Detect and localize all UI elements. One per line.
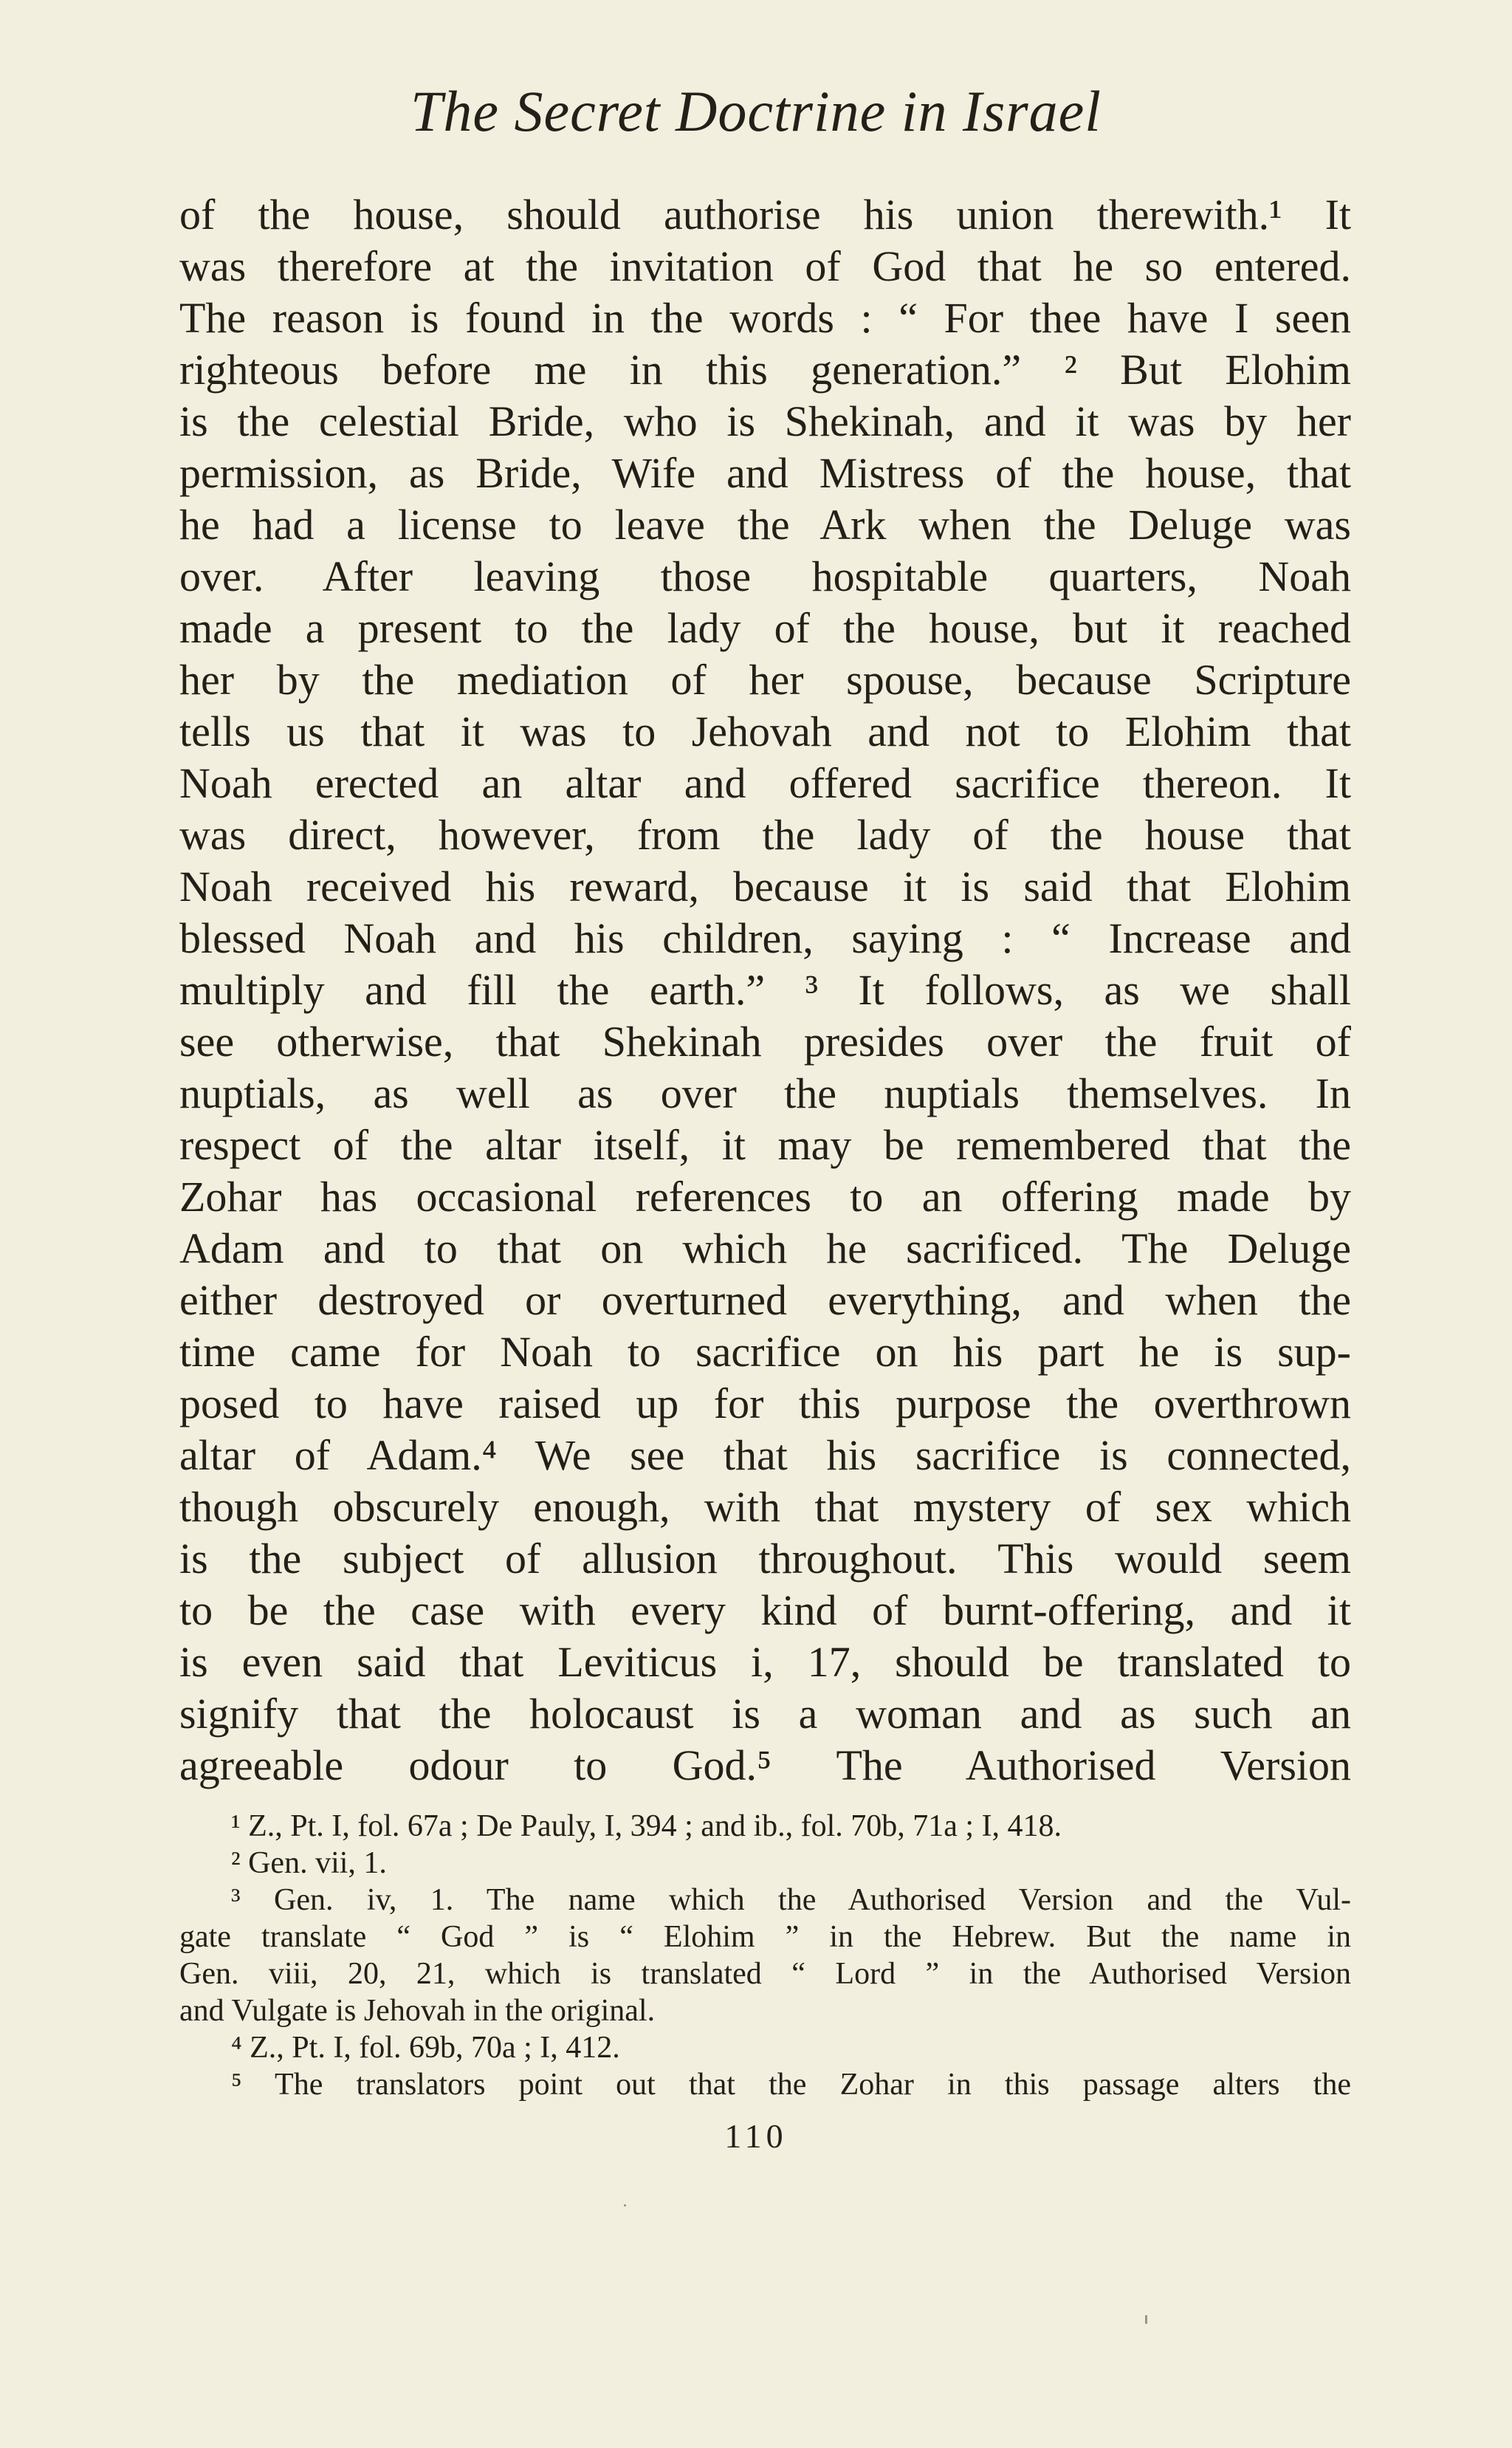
text-line: is the celestial Bride, who is Shekinah, and it was by her (179, 397, 1351, 445)
text-line: though obscurely enough, with that mystery of sex which (179, 1483, 1351, 1531)
text-line: is even said that Leviticus i, 17, should be translated to (179, 1638, 1351, 1686)
text-line: respect of the altar itself, it may be remembered that the (179, 1121, 1351, 1169)
text-line: time came for Noah to sacrifice on his part he is sup- (179, 1328, 1351, 1376)
running-head: The Secret Doctrine in Israel (410, 79, 1102, 143)
body-text (179, 189, 1351, 1792)
text-line: righteous before me in this generation.” ² But Elohim (179, 346, 1351, 394)
footnote-line: ² Gen. vii, 1. (231, 1846, 387, 1880)
text-line: Adam and to that on which he sacrificed. The Deluge (179, 1224, 1351, 1272)
text-line: is the subject of allusion throughout. This would seem (179, 1535, 1351, 1583)
text-line: was direct, however, from the lady of the house that (179, 811, 1351, 859)
text-line: was therefore at the invitation of God that he so entered. (179, 242, 1351, 290)
text-line: made a present to the lady of the house, but it reached (179, 604, 1351, 652)
footnote-line: gate translate “ God ” is “ Elohim ” in the Hebrew. But the name in (179, 1920, 1351, 1954)
text-line: multiply and fill the earth.” ³ It follows, as we shall (179, 966, 1351, 1014)
text-line: tells us that it was to Jehovah and not to Elohim that (179, 707, 1351, 755)
text-line: posed to have raised up for this purpose the overthrown (179, 1379, 1351, 1427)
text-line: Noah received his reward, because it is said that Elohim (179, 863, 1351, 911)
text-line: over. After leaving those hospitable quarters, Noah (179, 552, 1351, 600)
text-line: blessed Noah and his children, saying : “ Increase and (179, 914, 1351, 962)
paper-speck (1145, 2315, 1147, 2324)
text-line: to be the case with every kind of burnt-offering, and it (179, 1586, 1351, 1634)
footnote-line: ¹ Z., Pt. I, fol. 67a ; De Pauly, I, 394 ; and ib., fol. 70b, 71a ; I, 418. (231, 1809, 1062, 1843)
page-number: 110 (724, 2117, 788, 2155)
text-line: her by the mediation of her spouse, because Scripture (179, 656, 1351, 704)
text-line: either destroyed or overturned everything, and when the (179, 1276, 1351, 1324)
footnote-line: ⁴ Z., Pt. I, fol. 69b, 70a ; I, 412. (231, 2031, 620, 2065)
footnotes (179, 1808, 1351, 2103)
text-line: he had a license to leave the Ark when the Deluge was (179, 501, 1351, 549)
text-line: see otherwise, that Shekinah presides over the fruit of (179, 1018, 1351, 1066)
text-line: The reason is found in the words : “ For thee have I seen (179, 294, 1351, 342)
footnote-line: and Vulgate is Jehovah in the original. (179, 1994, 656, 2028)
text-line: agreeable odour to God.⁵ The Authorised Version (179, 1741, 1351, 1789)
text-line: altar of Adam.⁴ We see that his sacrifice is connected, (179, 1431, 1351, 1479)
text-line: Noah erected an altar and offered sacrifice thereon. It (179, 759, 1351, 807)
text-line: of the house, should authorise his union therewith.¹ It (179, 191, 1351, 239)
text-line: Zohar has occasional references to an offering made by (179, 1173, 1351, 1221)
text-line: signify that the holocaust is a woman and as such an (179, 1690, 1351, 1738)
footnote-line: ⁵ The translators point out that the Zohar in this passage alters the (231, 2068, 1351, 2102)
text-line: permission, as Bride, Wife and Mistress of the house, that (179, 449, 1351, 497)
paper-speck (624, 2204, 626, 2207)
footnote-line: Gen. viii, 20, 21, which is translated “ Lord ” in the Authorised Version (179, 1957, 1351, 1991)
footnote-line: ³ Gen. iv, 1. The name which the Authorised Version and the Vul- (231, 1883, 1351, 1917)
text-line: nuptials, as well as over the nuptials themselves. In (179, 1069, 1351, 1117)
